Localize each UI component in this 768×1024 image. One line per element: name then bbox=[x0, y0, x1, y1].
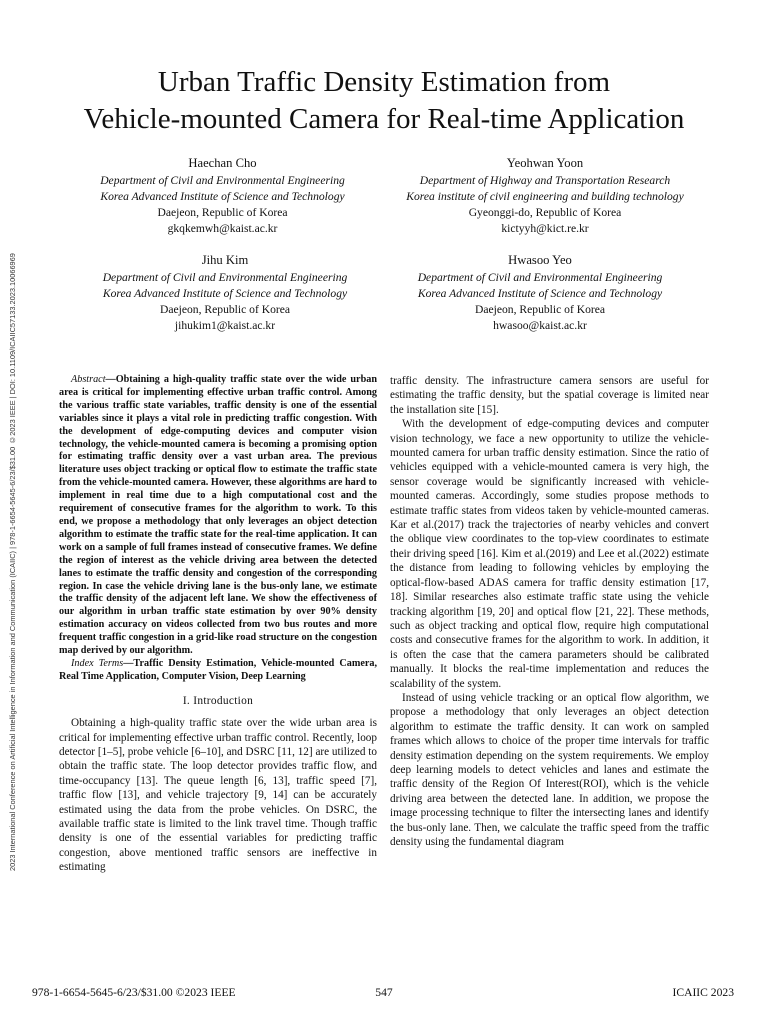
author-name: Haechan Cho bbox=[188, 156, 257, 170]
abstract bbox=[59, 374, 377, 658]
abstract-text: —Obtaining a high-quality traffic state over the wide urban area is critical for implementing effective urban traffic control. Among the various traffic state variables, traffic density is one of the essential variables since it plays a vital role in predicting traffic congestion. With the development of edge-computing devices and computer vision technology, the vehicle-mounted camera is becoming a promising option for estimating traffic density over a vast urban area. The previous literature uses object tracking or optical flow to estimate the traffic state from the vehicle-mounted camera. However, these algorithms are hard to implement in real time due to a high computational cost and the requirement of consecutive frames for the algorithm to work. To this end, we propose a methodology that only leverages an object detection algorithm to estimate the traffic state for the real-time application. It can work on a sample of full frames instead of consecutive frames. We define the region of interest as the vehicle driving area between the detected lanes to estimate the traffic density and congestion of the corresponding region. In case the vehicle driving lane is the bus-only lane, we estimate the traffic density of the adjacent left lane. We show the effectiveness of our algorithm in urban traffic state estimation by over 90% density estimation accuracy on videos collected from two bus routes and more frequent traffic congestion in a grid-like road structure on the congestion map derived by our algorithm. bbox=[59, 374, 377, 657]
author-department: Department of Civil and Environmental Engineering bbox=[100, 174, 345, 187]
title-line-2: Vehicle-mounted Camera for Real-time Application bbox=[83, 103, 685, 135]
author-department: Department of Civil and Environmental Engineering bbox=[417, 271, 663, 284]
footer-copyright: 978-1-6654-5645-6/23/$31.00 ©2023 IEEE bbox=[32, 986, 236, 999]
author-email[interactable]: kictyyh@kict.re.kr bbox=[501, 222, 589, 235]
author-block-1 bbox=[60, 155, 385, 237]
author-location: Daejeon, Republic of Korea bbox=[159, 303, 291, 316]
abstract-lead: Abstract bbox=[71, 374, 106, 385]
author-email[interactable]: hwasoo@kaist.ac.kr bbox=[493, 319, 587, 332]
intro-paragraph-3: Instead of using vehicle tracking or an optical flow algorithm, we propose a methodology that only leverages an object detection algorithm to estimate the traffic density. It can work on sampled frames which allows to choice of the proper time intervals for traffic density estimation depending on the system requirements. We employ deep learning models to detect vehicles and lanes and estimate the traffic density of the Region Of Interest(ROI), which is the vehicle driving area between the detected lane. In addition, we propose the image processing technique to filter the intersecting lanes and identify the bus-only lane. Then, we calculate the traffic speed from the traffic density using the fundamental diagram bbox=[390, 691, 709, 848]
left-column bbox=[59, 374, 377, 875]
author-location: Daejeon, Republic of Korea bbox=[157, 206, 288, 219]
footer-page-number: 547 bbox=[375, 986, 393, 999]
author-block-2 bbox=[370, 155, 720, 237]
author-institute: Korea institute of civil engineering and building technology bbox=[406, 190, 684, 203]
index-terms-text: —Traffic Density Estimation, Vehicle-mounted Camera, Real Time Application, Computer Vision, Deep Learning bbox=[59, 657, 378, 682]
author-name: Hwasoo Yeo bbox=[508, 253, 572, 267]
author-email[interactable]: gkqkemwh@kaist.ac.kr bbox=[167, 222, 278, 235]
author-name: Jihu Kim bbox=[201, 253, 249, 267]
author-institute: Korea Advanced Institute of Science and Technology bbox=[100, 190, 345, 203]
intro-paragraph-2: With the development of edge-computing devices and computer vision technology, we face a new opportunity to utilize the vehicle-mounted camera for urban traffic density estimation. Since the ratio of vehicles equipped with a vehicle-mounted camera is very high, the sensor coverage would be significantly increased with vehicle-mounted cameras. Accordingly, some studies propose methods to estimate traffic states from videos taken by vehicle-mounted cameras. Kar et al.(2017) track the trajectories of nearby vehicles and convert the oblique view coordinates to the top-view coordinates to estimate their driving speed [16]. Kim et al.(2019) and Lee et al.(2022) estimate the distance from leading to following vehicles by employing the optical-flow-based ADAS camera for traffic density estimation [17, 18]. Similar researches also estimate traffic state using the vehicle tracking algorithm [19, 20] and optical flow [21, 22]. These methods, such as object tracking and optical flow, require high computational costs and consecutive frames for the algorithm to work. In addition, it is often the case that the camera parameters should be calibrated manually. It blocks the real-time implementation and reduces the scalability of the system. bbox=[390, 418, 709, 690]
intro-paragraph-1: Obtaining a high-quality traffic state over the wide urban area is critical for implementing effective urban traffic control. Recently, loop detector [1–5], probe vehicle [6–10], and DSRC [11, 12] are utilized to obtain the traffic state. The loop detector provides traffic flow, and time-occupancy [13]. The queue length [6, 13], traffic speed [7], traffic flow [13], and vehicle trajectory [9, 14] can be accurately estimated using the data from the probe vehicles. On DSRC, the available traffic state is limited to the link travel time. Though traffic density is one of the essential variables for predicting traffic congestion, above mentioned traffic sensors are ineffective in estimating bbox=[59, 717, 377, 874]
index-terms-lead: Index Terms bbox=[71, 657, 124, 669]
author-location: Gyeonggi-do, Republic of Korea bbox=[468, 206, 622, 219]
author-institute: Korea Advanced Institute of Science and Technology bbox=[102, 287, 348, 300]
doi-side-note: 2023 International Conference on Artificial Intelligence in Information and Communication (ICAIIC) | 978-1-6654-5645-6/23/$31.00 ©2023 IEEE | DOI: 10.1109/ICAIIC57133.2023.10066969 bbox=[8, 253, 17, 872]
index-terms bbox=[59, 658, 377, 684]
author-block-4 bbox=[385, 252, 695, 334]
author-location: Daejeon, Republic of Korea bbox=[474, 303, 606, 316]
paper-title bbox=[30, 64, 738, 138]
author-email[interactable]: jihukim1@kaist.ac.kr bbox=[174, 319, 276, 332]
author-department: Department of Highway and Transportation Research bbox=[419, 174, 671, 187]
author-block-3 bbox=[70, 252, 380, 334]
title-line-1: Urban Traffic Density Estimation from bbox=[157, 66, 611, 98]
right-column bbox=[390, 374, 709, 849]
author-department: Department of Civil and Environmental Engineering bbox=[102, 271, 348, 284]
intro-paragraph-1-continued: traffic density. The infrastructure camera sensors are useful for estimating the traffic density, but the spatial coverage is limited near the installation site [15]. bbox=[390, 375, 709, 416]
author-name: Yeohwan Yoon bbox=[506, 156, 584, 170]
author-institute: Korea Advanced Institute of Science and Technology bbox=[417, 287, 663, 300]
footer-conference: ICAIIC 2023 bbox=[672, 986, 734, 999]
section-heading: I. Introduction bbox=[182, 694, 254, 707]
